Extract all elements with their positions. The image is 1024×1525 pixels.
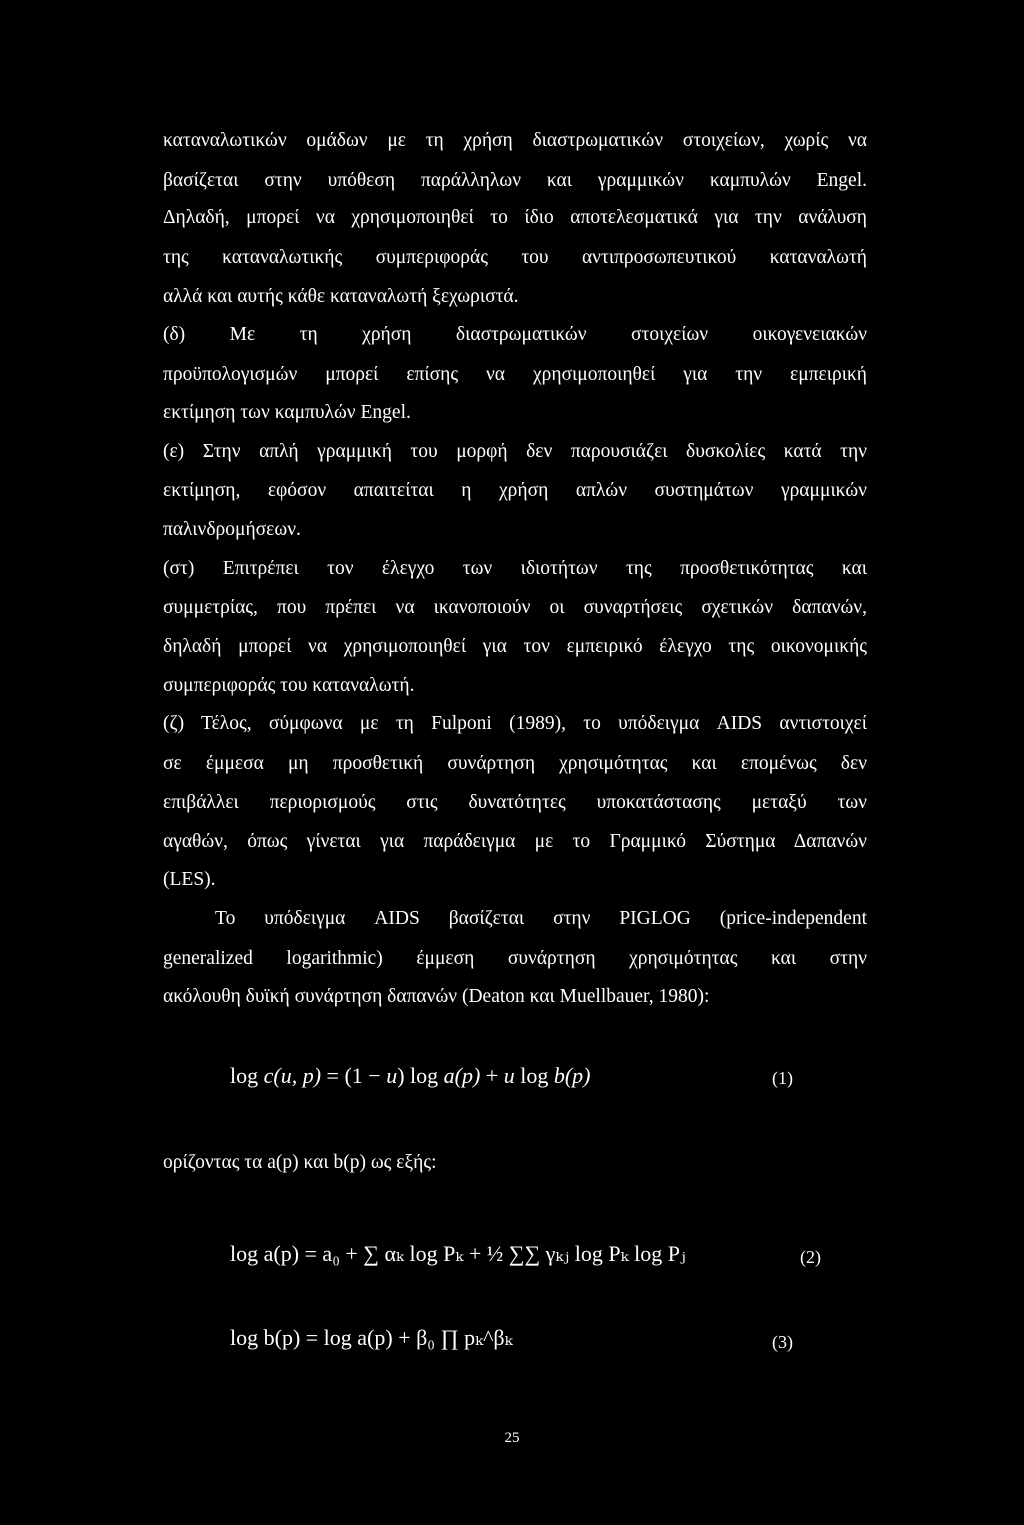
text-line: αγαθών, όπως γίνεται για παράδειγμα με το Γραμμικό Σύστημα Δαπανών [163,831,867,852]
text-line: (ε) Στην απλή γραμμική του μορφή δεν παρουσιάζει δυσκολίες κατά την [163,441,867,462]
equation-1: log c(u, p) = (1 − u) log a(p) + u log b(p) [230,1063,591,1088]
text-line: δηλαδή μπορεί να χρησιμοποιηθεί για τον εμπειρικό έλεγχο της οικονομικής [163,636,867,657]
text-line: (δ) Με τη χρήση διαστρωματικών στοιχείων οικογενειακών [163,324,867,345]
equation-3: log b(p) = log a(p) + β₀ ∏ pₖ^βₖ [230,1325,513,1350]
text-line: εκτίμηση των καμπυλών Engel. [163,402,411,423]
text-line: καταναλωτικών ομάδων με τη χρήση διαστρωματικών στοιχείων, χωρίς να [163,130,867,151]
text-line: Δηλαδή, μπορεί να χρησιμοποιηθεί το ίδιο αποτελεσματικά για την ανάλυση [163,207,867,228]
equation-2: log a(p) = a₀ + ∑ αₖ log Pₖ + ½ ∑∑ γₖⱼ log Pₖ log Pⱼ [230,1241,686,1266]
text-line: της καταναλωτικής συμπεριφοράς του αντιπροσωπευτικού καταναλωτή [163,247,867,268]
text-line: εκτίμηση, εφόσον απαιτείται η χρήση απλών συστημάτων γραμμικών [163,480,867,501]
text-line: (στ) Επιτρέπει τον έλεγχο των ιδιοτήτων της προσθετικότητας και [163,558,867,579]
text-line: σε έμμεσα μη προσθετική συνάρτηση χρησιμότητας και επομένως δεν [163,753,867,774]
text-line: (LES). [163,869,216,890]
text-line: παλινδρομήσεων. [163,519,301,540]
text-line: αλλά και αυτής κάθε καταναλωτή ξεχωριστά. [163,286,519,307]
text-line: ακόλουθη δυϊκή συνάρτηση δαπανών (Deaton και Muellbauer, 1980): [163,986,710,1007]
text-line: Το υπόδειγμα AIDS βασίζεται στην PIGLOG (price-independent [215,908,867,929]
equation-number: (3) [772,1332,793,1352]
text-line: ορίζοντας τα a(p) και b(p) ως εξής: [163,1152,437,1173]
text-line: συμμετρίας, που πρέπει να ικανοποιούν οι συναρτήσεις σχετικών δαπανών, [163,597,867,618]
text-line: επιβάλλει περιορισμούς στις δυνατότητες υποκατάστασης μεταξύ των [163,792,867,813]
text-line: generalized logarithmic) έμμεση συνάρτηση χρησιμότητας και στην [163,948,867,969]
text-line: συμπεριφοράς του καταναλωτή. [163,675,415,696]
text-line: βασίζεται στην υπόθεση παράλληλων και γραμμικών καμπυλών Engel. [163,170,867,191]
page-number: 25 [504,1430,520,1446]
equation-number: (2) [800,1247,821,1267]
equation-number: (1) [772,1068,793,1088]
text-line: προϋπολογισμών μπορεί επίσης να χρησιμοποιηθεί για την εμπειρική [163,364,867,385]
text-line: (ζ) Τέλος, σύμφωνα με τη Fulponi (1989), το υπόδειγμα AIDS αντιστοιχεί [163,713,867,734]
